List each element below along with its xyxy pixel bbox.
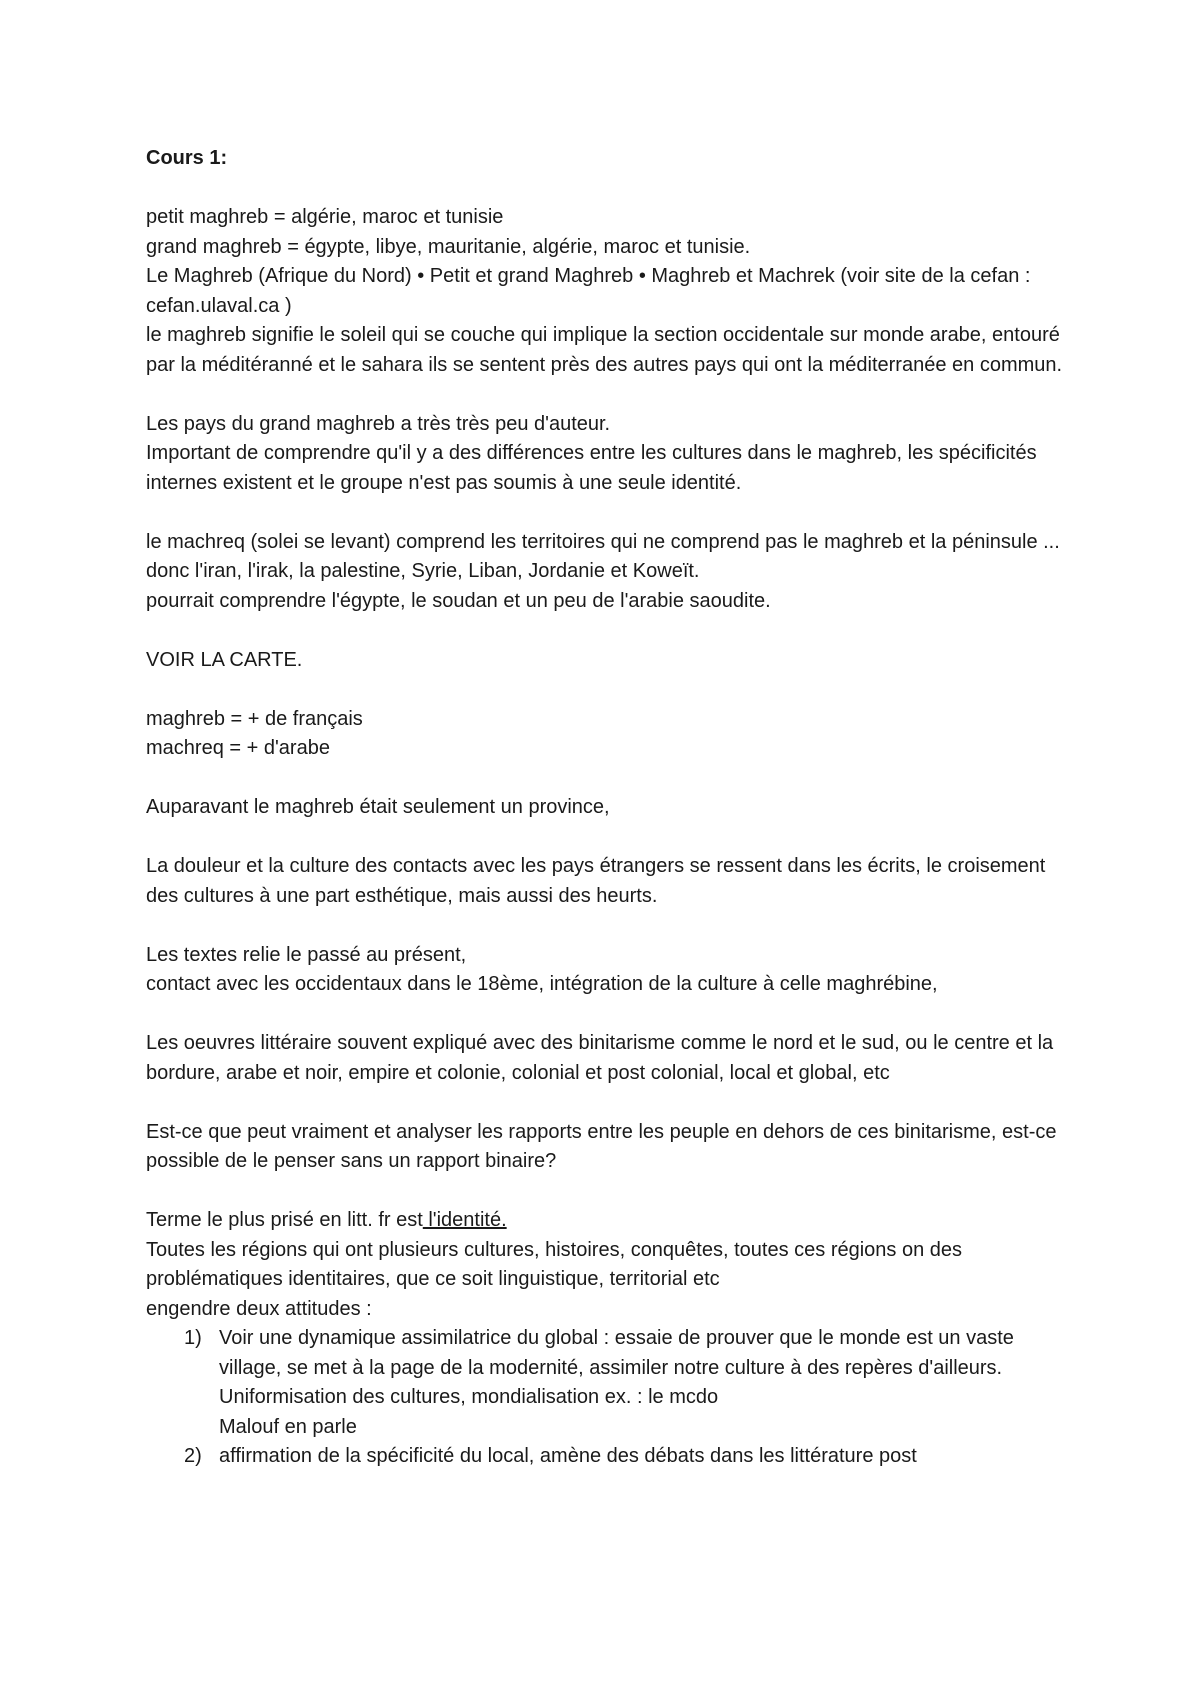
blank-line — [146, 174, 1076, 204]
blank-line — [146, 823, 1076, 853]
text-line: petit maghreb = algérie, maroc et tunisie — [146, 206, 504, 228]
blank-line — [146, 764, 1076, 794]
identite-line — [146, 1206, 1076, 1236]
text-line: Toutes les régions qui ont plusieurs cultures, histoires, conquêtes, toutes ces régions on des problématiques identitaires, que ce soit linguistique, territorial etc — [146, 1238, 963, 1290]
list-number: 2) — [184, 1445, 202, 1467]
text-line: Auparavant le maghreb était seulement un province, — [146, 796, 610, 818]
text-line: maghreb = + de français — [146, 707, 363, 730]
identite-lead: Terme le plus prisé en litt. fr est — [146, 1209, 423, 1231]
text-line: La douleur et la culture des contacts avec les pays étrangers se ressent dans les écrits, le croisement des cultures à une part esthétique, mais aussi des heurts. — [146, 855, 1046, 907]
text-line: pourrait comprendre l'égypte, le soudan et un peu de l'arabie saoudite. — [146, 589, 771, 612]
blank-line — [146, 380, 1076, 410]
blank-line — [146, 1177, 1076, 1207]
page-title: Cours 1: — [146, 147, 228, 169]
blank-line — [146, 1088, 1076, 1118]
list-item-text: Voir une dynamique assimilatrice du global : essaie de prouver que le monde est un vaste village, se met à la page de la modernité, assimiler notre culture à des repères d'ailleurs. Uniformisation des cultures, mondialisation ex. : le mcdo — [219, 1327, 1014, 1408]
text-line: le maghreb signifie le soleil qui se couche qui implique la section occidentale sur monde arabe, entouré par la méditéranné et le sahara ils se sentent près des autres pays qui ont la méditerranée en commun. — [146, 324, 1063, 376]
text-line: grand maghreb = égypte, libye, mauritanie, algérie, maroc et tunisie. — [146, 235, 751, 258]
identite-term: l'identité. — [422, 1209, 507, 1231]
list-item-text: affirmation de la spécificité du local, amène des débats dans les littérature post — [219, 1445, 917, 1467]
text-line: engendre deux attitudes : — [146, 1297, 372, 1320]
list-item — [146, 1324, 1076, 1442]
list-number: 1) — [184, 1327, 202, 1349]
text-line: Important de comprendre qu'il y a des différences entre les cultures dans le maghreb, les spécificités internes existent et le groupe n'est pas soumis à une seule identité. — [146, 442, 1037, 494]
text-line: contact avec les occidentaux dans le 18ème, intégration de la culture à celle maghrébine, — [146, 973, 938, 995]
attitudes-list — [146, 1324, 1076, 1472]
blank-line — [146, 616, 1076, 646]
list-item-extra: Malouf en parle — [219, 1415, 357, 1438]
text-line: Est-ce que peut vraiment et analyser les rapports entre les peuple en dehors de ces binitarisme, est-ce possible de le penser sans un rapport binaire? — [146, 1120, 1057, 1172]
text-line: le machreq (solei se levant) comprend les territoires qui ne comprend pas le maghreb et la péninsule ... — [146, 530, 1060, 553]
text-line: Les oeuvres littéraire souvent expliqué avec des binitarisme comme le nord et le sud, ou le centre et la bordure, arabe et noir, empire et colonie, colonial et post colonial, local et global, etc — [146, 1032, 1054, 1084]
text-line: VOIR LA CARTE. — [146, 648, 303, 671]
text-line: donc l'iran, l'irak, la palestine, Syrie, Liban, Jordanie et Koweït. — [146, 560, 700, 582]
blank-line — [146, 1000, 1076, 1030]
blank-line — [146, 911, 1076, 941]
document-page — [146, 144, 1076, 1472]
blank-line — [146, 498, 1076, 528]
text-line: Les pays du grand maghreb a très très peu d'auteur. — [146, 412, 611, 435]
text-line: Le Maghreb (Afrique du Nord) • Petit et grand Maghreb • Maghreb et Machrek (voir site de la cefan : cefan.ulaval.ca ) — [146, 265, 1031, 317]
blank-line — [146, 675, 1076, 705]
text-line: Les textes relie le passé au présent, — [146, 943, 467, 966]
text-line: machreq = + d'arabe — [146, 737, 330, 759]
list-item — [146, 1442, 1076, 1472]
